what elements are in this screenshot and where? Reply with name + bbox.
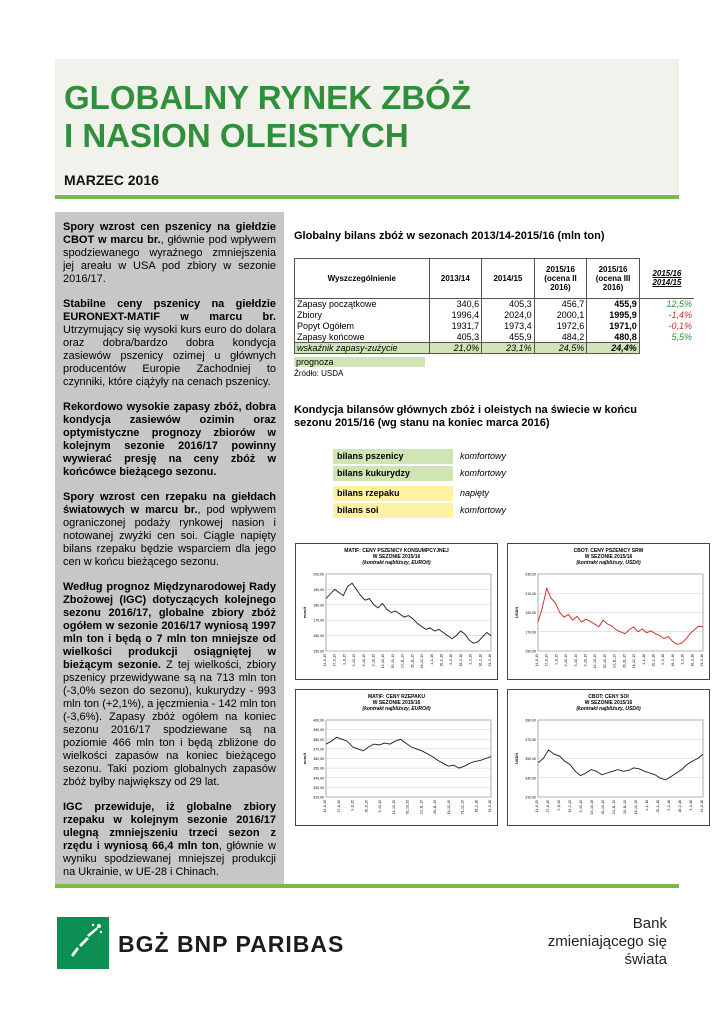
- chart-title: MATIF: CENY RZEPAKU: [368, 694, 425, 700]
- y-tick-label: 330,00: [525, 776, 536, 781]
- x-tick-label: 5.,10.,15: [579, 800, 583, 813]
- page-title: [64, 79, 664, 155]
- x-tick-label: 30.,10.,15: [390, 654, 395, 669]
- p1-bold: Spory wzrost cen pszenicy na giełdzie CBOT w marcu br.: [63, 221, 276, 246]
- x-tick-label: 9.,8.,15: [554, 654, 559, 665]
- p3-bold: Rekordowo wysokie zapasy zbóż, dobra kondycja zasiewów ozimin oraz optymistyczne prognozy zbiorów w kolejnym sezonie 2016/17 powinny wywierać presję na ceny zbóż w końcówce bieżącego sezonu.: [63, 401, 276, 478]
- chart-subtitle: W SEZONIE 2015/16: [584, 700, 633, 706]
- x-tick-label: 26.,11.,15: [410, 654, 415, 668]
- chart-subtitle: (kontrakt najbliższy, USD/t): [576, 560, 641, 566]
- cell: Zbiory: [295, 310, 430, 321]
- y-tick-label: 190,00: [525, 611, 536, 615]
- col-header: 2014/15: [482, 259, 535, 299]
- divider-bottom: [55, 884, 679, 888]
- condition-value: napięty: [460, 488, 490, 498]
- y-tick-label: 330,00: [313, 785, 324, 790]
- y-tick-label: 230,00: [525, 572, 536, 577]
- table-row: [295, 299, 695, 310]
- condition-value: komfortowy: [460, 505, 507, 515]
- x-tick-label: 5.,10.,15: [378, 800, 382, 813]
- y-axis-label: USD/t: [514, 607, 519, 618]
- x-tick-label: 14.,6.,15: [535, 800, 539, 813]
- p1-text: , głównie pod wpływem spodziewanego wyraźnego zmniejszenia jej areału w USA pod zbiory w sezonie 2016/17.: [63, 234, 276, 285]
- condition-row: [333, 503, 663, 520]
- divider-top: [55, 195, 679, 199]
- chart-title: MATIF: CENY PSZENICY KONSUMPCYJNEJ: [344, 548, 449, 554]
- x-tick-label: 30.,10.,15: [405, 800, 410, 815]
- cell: 2024,0: [482, 310, 535, 321]
- condition-label: bilans soi: [333, 503, 453, 518]
- x-tick-label: 5.,2.,16: [661, 654, 666, 665]
- x-tick-label: 13.,11.,15: [400, 654, 405, 668]
- x-tick-label: 18.,2.,16: [678, 800, 682, 813]
- x-tick-label: 27.,6.,15: [546, 800, 550, 813]
- cell: 1973,4: [482, 321, 535, 332]
- x-tick-label: 3.,3.,16: [680, 654, 685, 665]
- y-tick-label: 310,00: [525, 795, 536, 800]
- x-tick-label: 31.,3.,16: [488, 654, 492, 667]
- x-tick-label: 16.,3.,16: [690, 654, 695, 667]
- slogan-line: zmieniającego się: [547, 933, 667, 950]
- x-tick-label: 20.,1.,16: [651, 654, 656, 667]
- cell: [639, 343, 694, 354]
- x-tick-label: 15.,10.,15: [590, 800, 594, 815]
- y-axis-label: euro/t: [302, 752, 307, 765]
- x-tick-label: 9.,10.,15: [564, 654, 569, 667]
- x-tick-label: 4.,1.,16: [645, 800, 649, 811]
- y-tick-label: 390,00: [525, 718, 536, 723]
- cell: -1,4%: [668, 310, 692, 320]
- col-header: 2013/14: [429, 259, 482, 299]
- chart-subtitle: (kontrakt najbliższy, EURO/t): [362, 706, 431, 712]
- condition-row: [333, 449, 663, 466]
- x-tick-label: 4.,1.,16: [641, 654, 646, 665]
- cell: 455,9: [587, 299, 640, 310]
- cell: Popyt Ogółem: [295, 321, 430, 332]
- x-tick-label: 13.,11.,15: [419, 800, 424, 814]
- cell: 12,5%: [639, 299, 694, 310]
- col-header: 2015/16 (ocena II 2016): [534, 259, 587, 299]
- cell: 1996,4: [429, 310, 482, 321]
- p6-text: , głównie w wyniku spodziewanej mniejszej produkcji na Ukrainie, w UE-28 i Chinach.: [63, 840, 276, 878]
- cell: 405,3: [429, 332, 482, 343]
- x-tick-label: 31.,3.,16: [700, 654, 704, 667]
- p4-bold: Spory wzrost cen rzepaku na giełdach światowych w marcu br.: [63, 491, 276, 516]
- x-tick-label: 15.,10.,15: [593, 654, 598, 669]
- chart-cbot-soy: [507, 689, 710, 826]
- cell: 1995,9: [587, 310, 640, 321]
- x-tick-label: 20.,8.,15: [364, 800, 369, 813]
- grain-balance-table: [294, 258, 694, 354]
- x-tick-label: 5.,10.,15: [573, 654, 578, 667]
- x-tick-label: 26.,11.,15: [433, 800, 437, 814]
- cell: 1971,0: [587, 321, 640, 332]
- x-tick-label: 27.,6.,15: [336, 800, 341, 813]
- y-tick-label: 150,00: [525, 649, 536, 654]
- y-tick-label: 400,00: [313, 718, 324, 723]
- y-tick-label: 370,00: [525, 737, 536, 742]
- condition-label: bilans kukurydzy: [333, 466, 453, 481]
- y-tick-label: 200,00: [313, 572, 324, 577]
- y-tick-label: 340,00: [313, 776, 324, 781]
- table-row: [295, 321, 695, 332]
- col-header: 2015/16 (ocena III 2016): [587, 259, 640, 299]
- table-row: [295, 343, 695, 354]
- cell: 484,2: [534, 332, 587, 343]
- y-tick-label: 350,00: [313, 766, 324, 771]
- y-tick-label: 170,00: [525, 630, 536, 635]
- x-tick-label: 15.,10.,15: [381, 654, 386, 669]
- cell: 24,5%: [534, 343, 587, 354]
- x-tick-label: 18.,2.,16: [458, 654, 463, 667]
- series-line: [538, 750, 703, 780]
- series-line: [326, 583, 491, 643]
- col-header: Wyszczególnienie: [295, 259, 430, 299]
- y-tick-label: 390,00: [313, 728, 324, 733]
- table2-title: Kondycja bilansów głównych zbóż i oleistych na świecie w końcu sezonu 2015/16 (wg stanu na koniec marca 2016): [294, 404, 637, 429]
- table-row: [295, 332, 695, 343]
- y-tick-label: 350,00: [525, 757, 536, 761]
- y-axis-label: euro/t: [302, 606, 307, 619]
- plot-area: [326, 574, 491, 651]
- x-tick-label: 9.,8.,15: [350, 800, 355, 811]
- x-tick-label: 5.,2.,16: [449, 654, 454, 665]
- cell: -0,1%: [668, 321, 692, 331]
- slogan-line: świata: [624, 951, 667, 968]
- chart-matif-rapeseed: [295, 689, 498, 826]
- condition-label: bilans pszenicy: [333, 449, 453, 464]
- x-tick-label: 18.,2.,16: [670, 654, 675, 667]
- x-tick-label: 26.,11.,15: [622, 654, 627, 668]
- p5-bold: Według prognoz Międzynarodowej Rady Zbożowej (IGC) dotyczących kolejnego sezonu 2016/17, globalne zbiory zbóż ogółem w sezonie 2016/17 wyniosą 1997 mln ton i będą o 7 mln ton mniejsze od wielkości produkcji osiągniętej w bieżącym sezonie.: [63, 581, 276, 671]
- chart-title: CBOT: CENY PSZENICY SRW: [573, 548, 644, 554]
- slogan-line: Bank: [632, 915, 667, 932]
- condition-value: komfortowy: [460, 451, 507, 461]
- x-tick-label: 20.,1.,16: [439, 654, 444, 667]
- cell: 5,5%: [671, 332, 692, 342]
- condition-label: bilans rzepaku: [333, 486, 453, 501]
- series-line: [326, 737, 491, 768]
- x-tick-label: 9.,8.,15: [557, 800, 561, 811]
- chart-cbot-wheat: [507, 543, 710, 680]
- cell: 23,1%: [482, 343, 535, 354]
- p6-bold: IGC przewiduje, iż globalne zbiory rzepaku w kolejnym sezonie 2016/17 ulegną zmniejszeniu trzeci sezon z rzędu i wyniosą 66,4 mln ton: [63, 801, 276, 852]
- x-tick-label: 16.,12.,15: [632, 654, 637, 669]
- y-tick-label: 190,00: [313, 587, 324, 592]
- p5-text: Z tej wielkości, zbiory pszenicy przewidywane są na 713 mln ton (-3,0% sezon do sezonu), kukurydzy - 993 mln ton (+2,1%), a jęczmienia - 142 mln ton (-3,6%). Zapasy zbóż ogółem na koniec sezonu 2016/17 spodziewane są na poziomie 466 mln ton i będą zbliżone do wielkości zapasów na koniec bieżącego sezonu. Taki poziom globalnych zapasów zbóż byłby największy od 29 lat.: [63, 659, 276, 788]
- x-tick-label: 16.,12.,15: [634, 800, 638, 815]
- x-tick-label: 31.,3.,16: [700, 800, 704, 813]
- condition-row: [333, 466, 663, 483]
- y-tick-label: 170,00: [313, 618, 324, 623]
- x-tick-label: 27.,6.,15: [544, 654, 549, 667]
- chart-subtitle: (kontrakt najbliższy, USD/t): [576, 706, 641, 712]
- x-tick-label: 14.,6.,15: [535, 654, 539, 667]
- x-tick-label: 20.,1.,16: [656, 800, 660, 813]
- x-tick-label: 14.,6.,15: [323, 654, 327, 667]
- condition-row: [333, 486, 663, 503]
- y-tick-label: 210,00: [525, 591, 536, 596]
- x-tick-label: 9.,8.,15: [342, 654, 347, 665]
- bank-logo-text: BGŻ BNP PARIBAS: [118, 931, 345, 957]
- chart-matif-wheat: [295, 543, 498, 680]
- p4-text: , pod wpływem ograniczonej podaży rynkowej nasion i notowanej zwyżki cen soi. Ciągle napięty bilans rzepaku będzie wsparciem dla jego cen w końcu bieżącego sezonu.: [63, 504, 276, 568]
- cell: 1931,7: [429, 321, 482, 332]
- table1-title: Globalny bilans zbóż w sezonach 2013/14-2015/16 (mln ton): [294, 230, 605, 242]
- y-tick-label: 370,00: [313, 747, 324, 752]
- bank-slogan: [548, 915, 667, 969]
- cell: 24,4%: [587, 343, 640, 354]
- title-line-2: I NASION OLEISTYCH: [64, 117, 409, 154]
- x-tick-label: 14.,6.,15: [323, 800, 327, 813]
- cell: Zapasy początkowe: [295, 299, 430, 310]
- x-tick-label: 3.,10.,15: [583, 654, 588, 667]
- x-tick-label: 13.,11.,15: [612, 654, 617, 668]
- sidebar-summary: [55, 212, 284, 884]
- x-tick-label: 30.,10.,15: [601, 800, 605, 815]
- x-tick-label: 15.,10.,15: [391, 800, 396, 815]
- y-tick-label: 150,00: [313, 649, 324, 654]
- y-tick-label: 360,00: [313, 757, 324, 761]
- condition-value: komfortowy: [460, 468, 507, 478]
- x-tick-label: 13.,11.,15: [612, 800, 616, 814]
- y-tick-label: 320,00: [313, 795, 324, 800]
- p2-bold: Stabilne ceny pszenicy na giełdzie EURONEXT-MATIF w marcu br.: [63, 298, 276, 323]
- x-tick-label: 3.,3.,16: [468, 654, 473, 665]
- bank-logo-icon: [57, 917, 109, 969]
- x-tick-label: 27.,6.,15: [332, 654, 337, 667]
- chart-title: CBOT: CENY SOI: [588, 694, 629, 700]
- x-tick-label: 16.,12.,15: [420, 654, 425, 669]
- cell: 340,6: [429, 299, 482, 310]
- cell: 21,0%: [429, 343, 482, 354]
- x-tick-label: 5.,2.,16: [667, 800, 671, 811]
- x-tick-label: 3.,10.,15: [371, 654, 376, 667]
- x-tick-label: 16.,12.,15: [446, 800, 451, 815]
- cell: 480,8: [587, 332, 640, 343]
- cell: 2000,1: [534, 310, 587, 321]
- report-date: MARZEC 2016: [64, 172, 159, 188]
- cell: 456,7: [534, 299, 587, 310]
- chart-subtitle: W SEZONIE 2015/16: [372, 554, 421, 560]
- title-line-1: GLOBALNY RYNEK ZBÓŻ: [64, 79, 472, 116]
- x-tick-label: 18.,2.,16: [474, 800, 479, 813]
- chart-subtitle: (kontrakt najbliższy, EURO/t): [362, 560, 431, 566]
- y-tick-label: 180,00: [313, 603, 324, 608]
- cell: wskaźnik zapasy-zużycie: [295, 343, 430, 354]
- x-tick-label: 26.,11.,15: [623, 800, 627, 814]
- table-row: [295, 310, 695, 321]
- x-tick-label: 30.,10.,15: [602, 654, 607, 669]
- y-tick-label: 160,00: [313, 634, 324, 639]
- x-tick-label: 5.,10.,15: [361, 654, 366, 667]
- x-tick-label: 31.,3.,16: [488, 800, 492, 813]
- x-tick-label: 31.,12.,15: [460, 800, 465, 815]
- prognoza-legend: prognoza: [294, 357, 425, 367]
- chart-subtitle: W SEZONIE 2015/16: [372, 700, 421, 706]
- col-header: 2015/16 2014/15: [652, 269, 682, 288]
- x-tick-label: 15.,9.,15: [568, 800, 572, 813]
- cell: 1972,6: [534, 321, 587, 332]
- series-line: [538, 588, 703, 644]
- cell: 405,3: [482, 299, 535, 310]
- cell: Zapasy końcowe: [295, 332, 430, 343]
- y-axis-label: USD/t: [514, 753, 519, 764]
- x-tick-label: 3.,3.,16: [689, 800, 693, 811]
- cell: 455,9: [482, 332, 535, 343]
- y-tick-label: 380,00: [313, 737, 324, 742]
- x-tick-label: 16.,3.,16: [478, 654, 483, 667]
- chart-subtitle: W SEZONIE 2015/16: [584, 554, 633, 560]
- table1-source: Źródło: USDA: [294, 369, 344, 378]
- x-tick-label: 4.,1.,16: [429, 654, 434, 665]
- p2-text: Utrzymujący się wysoki kurs euro do dolara oraz dobra/bardzo dobra kondycja zasiewów pszenicy ozimej u głównych producentów Europie Zachodniej to czynniki, które ciążyły na cenach pszenicy.: [63, 324, 276, 388]
- x-tick-label: 9.,10.,15: [352, 654, 357, 667]
